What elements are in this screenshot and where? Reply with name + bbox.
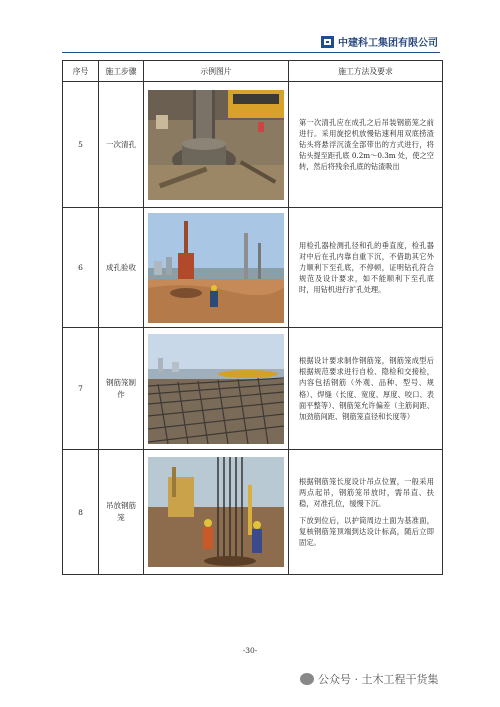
table-row (63, 450, 443, 575)
company-logo-icon (321, 36, 334, 48)
col-header-step: 施工步骤 (99, 61, 144, 82)
col-header-photo: 示例图片 (144, 61, 289, 82)
row-seq: 8 (63, 450, 99, 575)
col-header-seq: 序号 (63, 61, 99, 82)
table-row (63, 328, 443, 450)
hole-inspection-photo (148, 213, 284, 323)
row-desc-2: 下放到位后，以护筒周边土面为基准面，复核钢筋笼顶端到达设计标高，随后立即固定。 (299, 516, 434, 548)
construction-steps-table (62, 60, 443, 575)
table-row (63, 82, 443, 208)
row-seq: 7 (63, 328, 99, 450)
watermark (300, 671, 439, 687)
table-header-row (63, 61, 443, 82)
row-step: 成孔验收 (99, 208, 144, 328)
col-header-method: 施工方法及要求 (289, 61, 443, 82)
company-logo (321, 34, 438, 49)
row-desc: 用检孔器检测孔径和孔的垂直度，检孔器对中后在孔内靠自重下沉，不借助其它外力顺利下至孔底，不停顿，证明钻孔符合规范及设计要求，如不能顺利下至孔底时，用钻机进行扩孔处理。 (289, 208, 443, 328)
row-step: 吊放钢筋笼 (99, 450, 144, 575)
company-name: 中建科工集团有限公司 (338, 38, 438, 49)
row-step: 钢筋笼制作 (99, 328, 144, 450)
row-seq: 5 (63, 82, 99, 208)
cage-hoisting-photo (148, 457, 284, 567)
row-desc: 根据设计要求制作钢筋笼，钢筋笼成型后根据规范要求进行自检、隐检和交接检，内容包括钢筋（外观、品种、型号、规格）、焊缝（长度、宽度、厚度、咬口、表面平整等）、钢筋笼允许偏差（主筋间距、加劲筋间距、钢筋笼直径和长度等） (289, 328, 443, 450)
table-row (63, 208, 443, 328)
row-step: 一次清孔 (99, 82, 144, 208)
drilling-rig-photo (148, 90, 284, 200)
wechat-icon (300, 673, 314, 685)
row-seq: 6 (63, 208, 99, 328)
rebar-cage-photo (148, 334, 284, 444)
page-number: -30- (242, 646, 258, 655)
row-desc: 根据钢筋笼长度设计吊点位置，一般采用两点起吊，钢筋笼吊放时，需吊直、扶稳，对准孔位，缓慢下沉。 (299, 476, 434, 508)
row-desc: 第一次清孔应在成孔之后吊装钢筋笼之前进行。采用旋挖机放慢钻速利用双底捞渣钻头将悬浮沉渣全部带出的方式进行，将钻头提至距孔底 0.2m～0.3m 处，使之空转，然后将残余孔底的钻渣吸出 (289, 82, 443, 208)
watermark-text: 公众号 · 土木工程干货集 (318, 673, 439, 686)
page-header (62, 30, 440, 53)
